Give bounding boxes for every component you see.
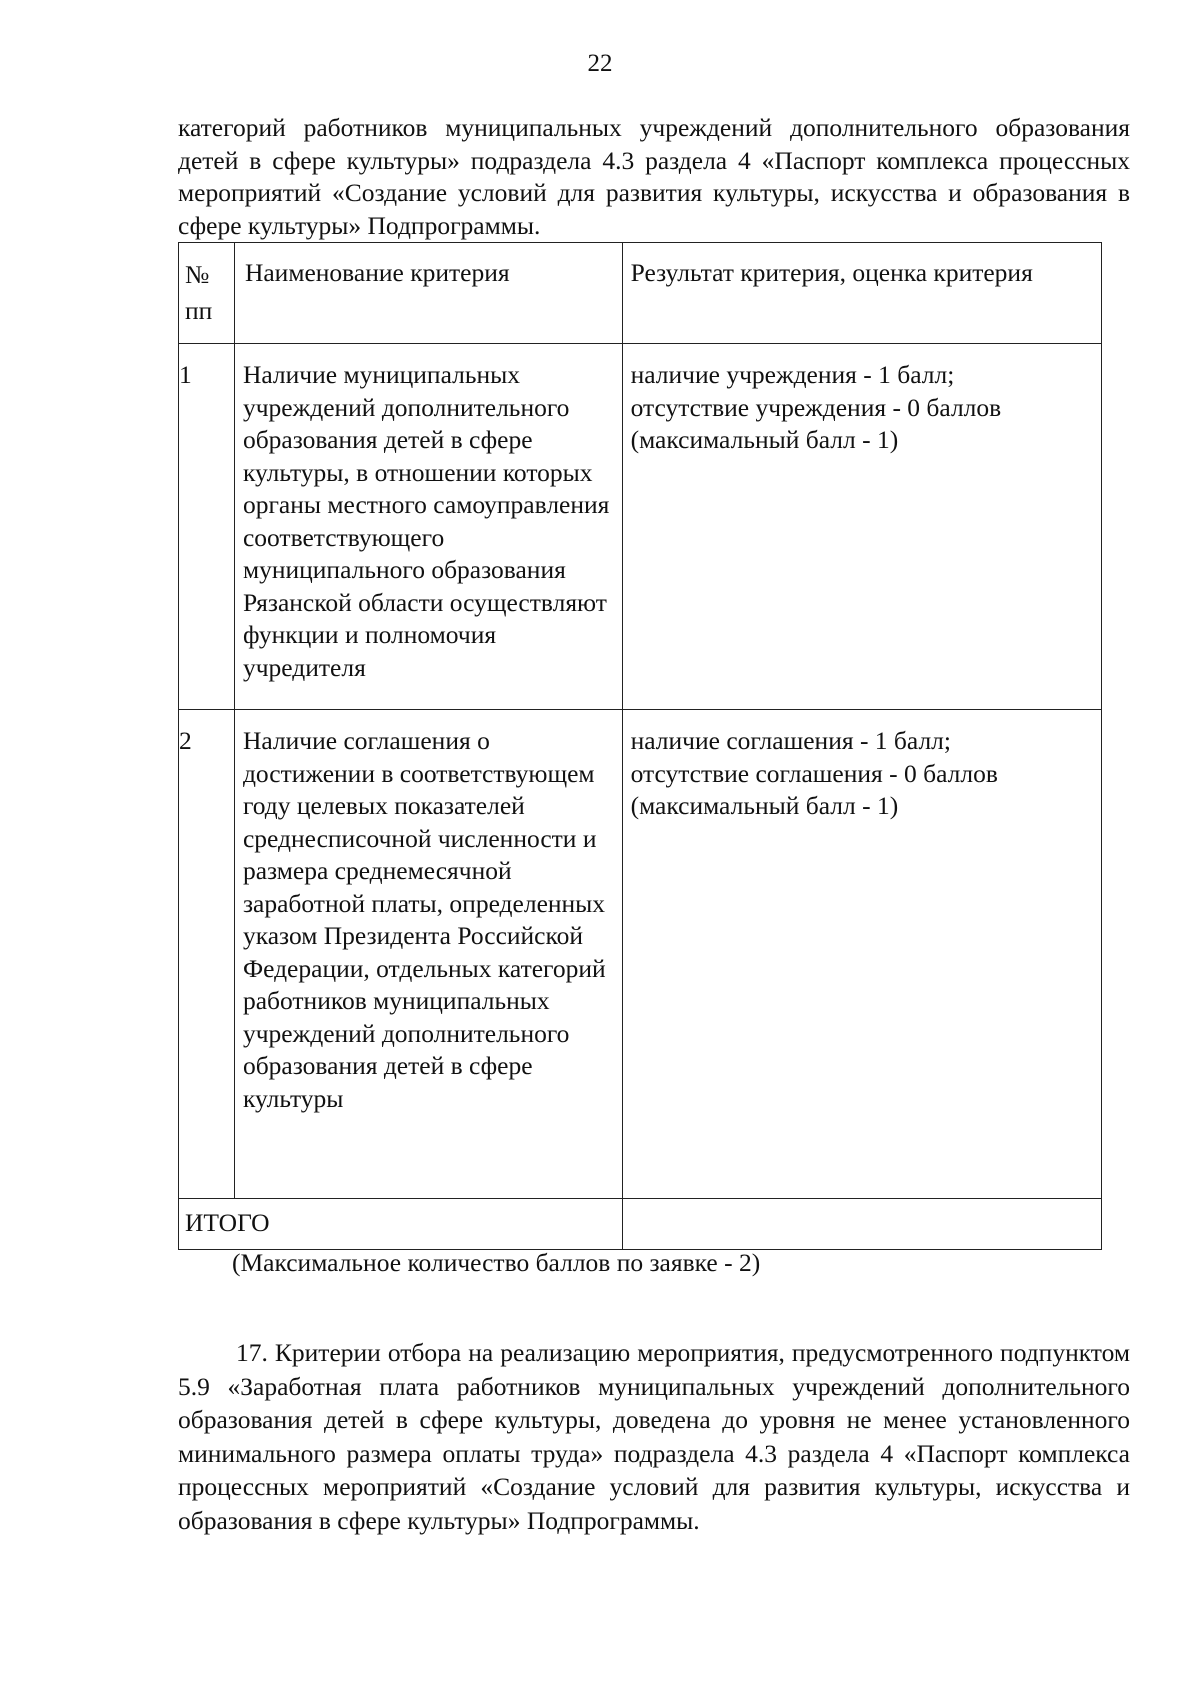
intro-paragraph: категорий работников муниципальных учреждений дополнительного образования детей в сфере культуры» подраздела 4.3 раздела 4 «Паспорт комплекса процессных мероприятий «Создание условий для развития культуры, искусства и образования в сфере культуры» Подпрограммы. — [178, 113, 1130, 240]
table-row — [179, 710, 1102, 1199]
table-total-row — [179, 1199, 1102, 1250]
criterion-result — [622, 344, 1101, 710]
page-number: 22 — [587, 50, 613, 77]
table-row — [179, 344, 1102, 710]
result-line: отсутствие учреждения - 0 баллов — [630, 392, 1002, 422]
total-label: ИТОГО — [179, 1199, 623, 1250]
header-criterion-result: Результат критерия, оценка критерия — [622, 243, 1101, 344]
header-number: № пп — [179, 243, 235, 344]
result-line: наличие соглашения - 1 балл; — [630, 726, 951, 755]
result-line: (максимальный балл - 1) — [630, 791, 899, 820]
criterion-name: Наличие муниципальных учреждений дополнительного образования детей в сфере культуры, в отношении которых органы местного самоуправления соответствующего муниципального образования Рязанской области осуществляют функции и полномочия учредителя — [234, 344, 622, 710]
result-line: (максимальный балл - 1) — [630, 425, 899, 454]
paragraph-17: 17. Критерии отбора на реализацию мероприятия, предусмотренного подпунктом 5.9 «Заработная плата работников муниципальных учреждений дополнительного образования детей в сфере культуры, доведена до уровня не менее установленного минимального размера оплаты труда» подраздела 4.3 раздела 4 «Паспорт комплекса процессных мероприятий «Создание условий для развития культуры, искусства и образования в сфере культуры» Подпрограммы. — [178, 1338, 1130, 1535]
total-value — [622, 1199, 1101, 1250]
result-line: наличие учреждения - 1 балл; — [630, 360, 955, 389]
criteria-table — [178, 242, 1102, 1250]
criterion-name: Наличие соглашения о достижении в соответствующем году целевых показателей среднесписочной численности и размера среднемесячной заработной платы, определенных указом Президента Российской Федерации, отдельных категорий работников муниципальных учреждений дополнительного образования детей в сфере культуры — [234, 710, 622, 1199]
header-criterion-name: Наименование критерия — [234, 243, 622, 344]
max-score-note: (Максимальное количество баллов по заявке - 2) — [232, 1248, 761, 1277]
row-number: 2 — [179, 710, 235, 1199]
table-header-row — [179, 243, 1102, 344]
criterion-result — [622, 710, 1101, 1199]
result-line: отсутствие соглашения - 0 баллов — [630, 758, 998, 788]
row-number: 1 — [179, 344, 235, 710]
